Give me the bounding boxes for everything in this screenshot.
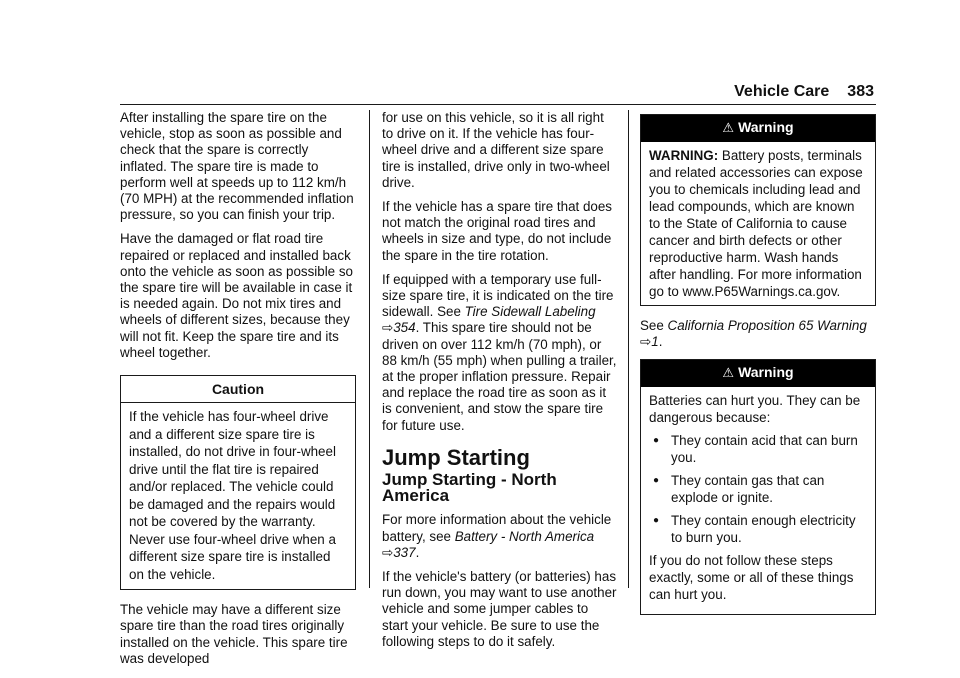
paragraph: If the vehicle's battery (or batteries) has run down, you may want to use another vehicle and some jumper cables to start your vehicle. Be sure to use the following steps to do it safely. [382, 569, 617, 649]
section-title: Vehicle Care [734, 83, 830, 100]
caution-box [120, 375, 356, 590]
page-ref-icon: ⇨ [640, 334, 652, 350]
warning-box [640, 114, 876, 306]
paragraph: Have the damaged or flat road tire repaired or replaced and installed back onto the vehicle as soon as possible so the spare tire will be available in case it is needed again. Do not mix tires and wheels of different sizes, because they will not fit. Keep the spare tire and its wheel together. [120, 231, 353, 360]
page-ref-icon: ⇨ [382, 544, 394, 560]
list-item: ● They contain gas that can explode or ignite. [649, 472, 867, 506]
paragraph: For more information about the vehicle battery, see Battery - North America ⇨337. [382, 512, 612, 560]
page-ref-icon: ⇨ [382, 320, 394, 336]
list-item: ● They contain enough electricity to burn you. [649, 512, 867, 546]
warning-box [640, 359, 876, 615]
cross-reference-link[interactable]: Tire Sidewall Labeling [464, 304, 596, 320]
cross-reference-link[interactable]: California Proposition 65 Warning [667, 318, 867, 334]
column-3 [640, 110, 876, 627]
caution-title: Caution [121, 376, 355, 403]
paragraph: The vehicle may have a different size spare tire than the road tires originally installed on the vehicle. This spare tire was developed [120, 602, 348, 666]
warning-intro: Batteries can hurt you. They can be dangerous because: [649, 392, 861, 425]
header-rule [120, 104, 876, 105]
cross-reference-page[interactable]: 337 [393, 544, 416, 560]
page-header [734, 83, 874, 101]
paragraph: for use on this vehicle, so it is all right to drive on it. If the vehicle has four-wheel drive and a different size spare tire is installed, drive only in two-wheel drive. [382, 110, 610, 190]
column-divider [369, 110, 370, 588]
warning-icon: ⚠ [722, 120, 735, 135]
column-1 [120, 110, 356, 675]
paragraph: If the vehicle has a spare tire that does not match the original road tires and wheels in size and type, do not include the spare in the tire rotation. [382, 199, 613, 263]
warning-lead: WARNING: [649, 148, 719, 164]
page-number: 383 [847, 83, 874, 100]
warning-body [641, 387, 875, 614]
warning-title: Warning [738, 119, 794, 135]
list-item: ● They contain acid that can burn you. [649, 432, 867, 466]
caution-body: If the vehicle has four-wheel drive and a different size spare tire is installed, do not drive in four-wheel drive until the flat tire is repaired and/or replaced. The vehicle could be damaged and the repairs would not be covered by the warranty. Never use four-wheel drive when a different size spare tire is installed on the vehicle. [129, 409, 336, 582]
warning-icon: ⚠ [722, 364, 735, 380]
column-2 [382, 110, 617, 658]
warning-outro: If you do not follow these steps exactly, some or all of these things can hurt you. [649, 552, 854, 602]
paragraph: After installing the spare tire on the vehicle, stop as soon as possible and check that the spare is correctly inflated. The spare tire is made to perform well at speeds up to 112 km/h (70 MPH) at the recommended inflation pressure, so you can finish your trip. [120, 110, 354, 223]
section-heading: Jump Starting [382, 444, 530, 470]
subsection-heading: Jump Starting - North America [382, 470, 557, 506]
cross-reference-link[interactable]: Battery - North America [454, 528, 595, 544]
warning-header [641, 115, 875, 142]
bullet-list [649, 432, 867, 546]
warning-body: WARNING: Battery posts, terminals and related accessories can expose you to chemicals including lead and lead compounds, which are known to the State of California to cause cancer and birth defects or other reproductive harm. Wash hands after handling. For more information go to www.P65Warnings.ca.gov. [649, 148, 863, 300]
warning-header [641, 360, 875, 387]
column-divider [628, 110, 629, 588]
paragraph: See California Proposition 65 Warning ⇨1. [640, 318, 867, 350]
cross-reference-page[interactable]: 1 [651, 334, 659, 350]
warning-title: Warning [738, 363, 794, 380]
cross-reference-page[interactable]: 354 [393, 320, 416, 336]
paragraph: If equipped with a temporary use full-size spare tire, it is indicated on the tire sidewall. See Tire Sidewall Labeling ⇨354. This spare tire should not be driven on over 112 km/h (70 mph), or 88 km/h (55 mph) when pulling a trailer, at the proper inflation pressure. Repair and replace the road tire as soon as it is convenient, and stow the spare tire for future use. [382, 271, 617, 433]
